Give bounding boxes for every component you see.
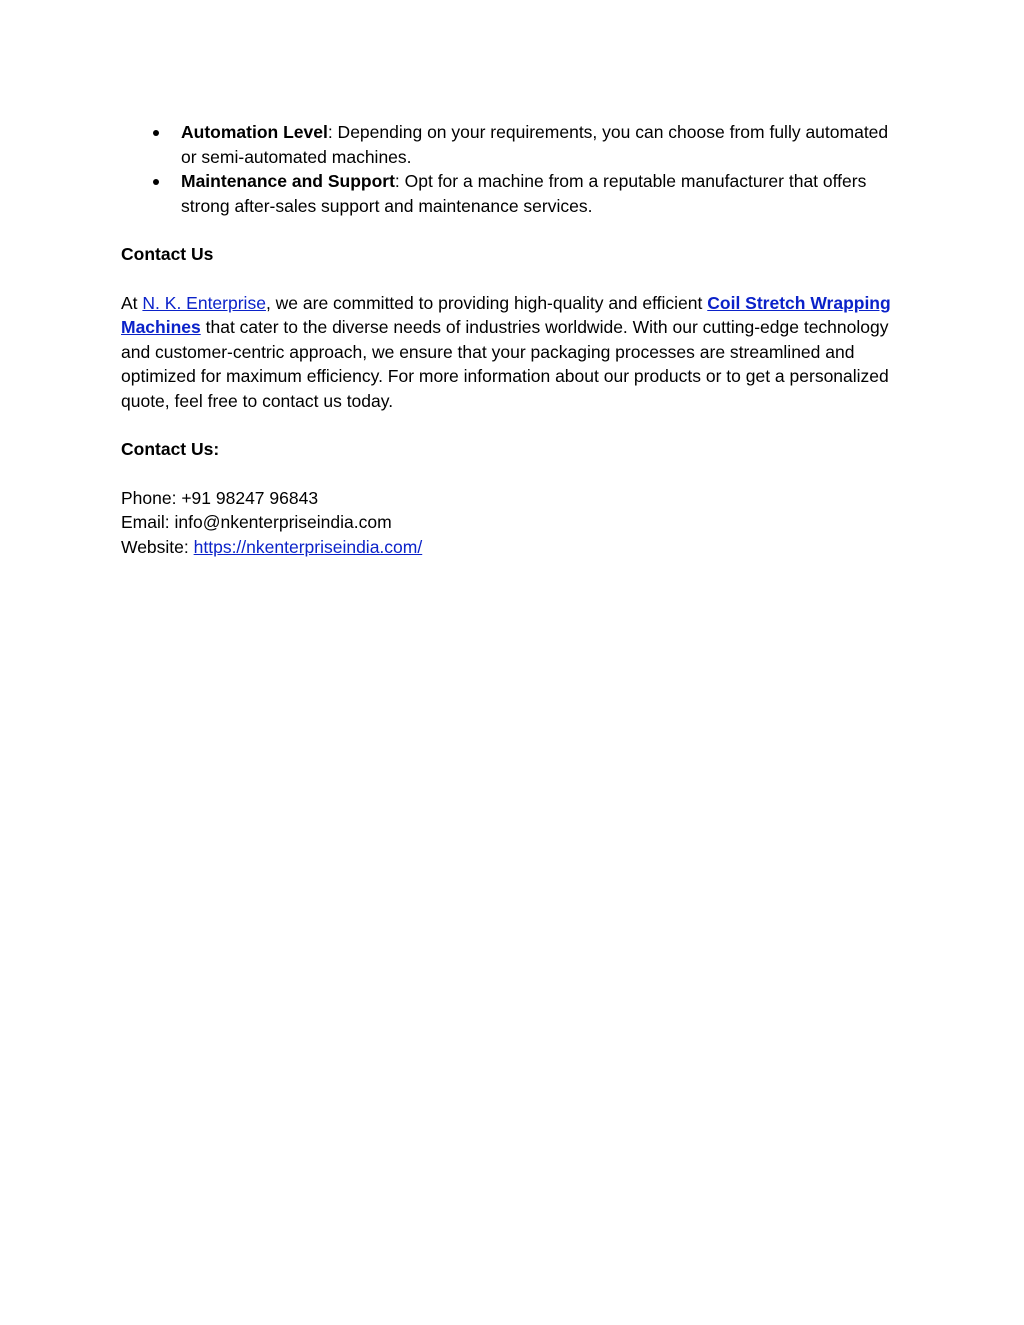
bullet-icon [153, 130, 159, 136]
list-item [121, 169, 901, 218]
document-page [121, 120, 901, 559]
intro-prefix: At [121, 292, 143, 313]
bullet-text: : Opt for a machine from a reputable manufacturer that offers strong after-sales support and maintenance services. [181, 171, 867, 216]
company-link[interactable]: N. K. Enterprise [142, 292, 266, 313]
product-link[interactable]: Coil Stretch Wrapping Machines [121, 292, 891, 337]
list-item [121, 120, 901, 169]
email-line: Email: info@nkenterpriseindia.com [121, 512, 392, 532]
intro-middle: , we are committed to providing high-quality and efficient [265, 292, 708, 313]
website-label: Website: [121, 536, 194, 557]
bullet-text: : Depending on your requirements, you can choose from fully automated or semi-automated machines. [181, 122, 889, 167]
bullet-icon [153, 179, 159, 185]
intro-paragraph [121, 291, 901, 414]
contact-heading-2: Contact Us: [121, 439, 220, 459]
intro-suffix: that cater to the diverse needs of industries worldwide. With our cutting-edge technology and customer-centric approach, we ensure that your packaging processes are streamlined and optimized for maximum efficiency. For more information about our products or to get a personalized quote, feel free to contact us today. [121, 317, 889, 411]
bullet-title: Maintenance and Support [181, 171, 395, 191]
bullet-title: Automation Level [181, 122, 328, 142]
phone-line: Phone: +91 98247 96843 [121, 487, 319, 508]
website-link[interactable]: https://nkenterpriseindia.com/ [193, 536, 423, 557]
contact-heading: Contact Us [121, 244, 214, 264]
feature-list [121, 120, 901, 218]
website-line [121, 535, 901, 560]
